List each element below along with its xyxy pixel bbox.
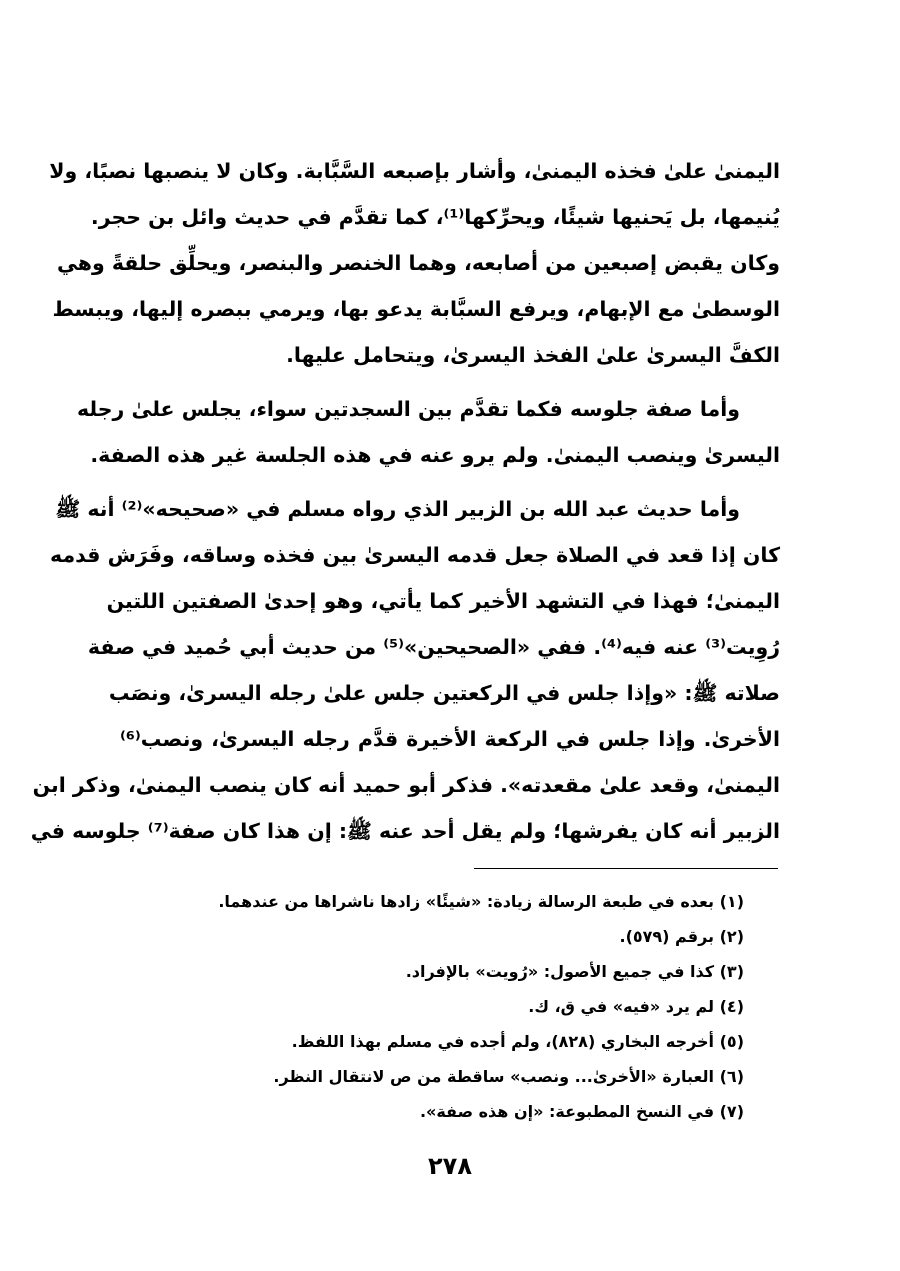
text-line: اليمنىٰ؛ فهذا في التشهد الأخير كما يأتي، وهو إحدىٰ الصفتين اللتين xyxy=(106,589,780,613)
text-line: الوسطىٰ مع الإبهام، ويرفع السبَّابة يدعو بها، ويرمي ببصره إليها، ويبسط xyxy=(52,297,780,321)
text-line: كان إذا قعد في الصلاة جعل قدمه اليسرىٰ بين فخذه وساقه، وفَرَش قدمه xyxy=(50,543,780,567)
paragraph-gap xyxy=(120,378,780,386)
footnote: (٥) أخرجه البخاري (٨٢٨)، ولم أجده في مسلم بهذا اللفظ. xyxy=(291,1032,744,1051)
text-line: وكان يقبض إصبعين من أصابعه، وهما الخنصر والبنصر، ويحلِّق حلقةً وهي xyxy=(56,251,780,275)
text-line: اليمنىٰ علىٰ فخذه اليمنىٰ، وأشار بإصبعه السَّبَّابة. وكان لا ينصبها نصبًا، ولا xyxy=(49,159,780,183)
text-line: الأخرىٰ. وإذا جلس في الركعة الأخيرة قدَّم رجله اليسرىٰ، ونصب⁽⁶⁾ xyxy=(120,727,780,751)
text-line: الكفَّ اليسرىٰ علىٰ الفخذ اليسرىٰ، ويتحامل عليها. xyxy=(286,343,780,367)
page-number: ٢٧٨ xyxy=(428,1152,472,1180)
text-line: وأما حديث عبد الله بن الزبير الذي رواه مسلم في «صحيحه»⁽²⁾ أنه ﷺ xyxy=(55,497,740,521)
footnote: (٤) لم يرد «فيه» في ق، ك. xyxy=(528,997,744,1016)
footnote-divider xyxy=(474,868,778,869)
footnote: (٦) العبارة «الأخرىٰ... ونصب» ساقطة من ص لانتقال النظر. xyxy=(273,1067,744,1086)
footnote: (٧) في النسخ المطبوعة: «إن هذه صفة». xyxy=(419,1102,744,1121)
text-line: اليسرىٰ وينصب اليمنىٰ. ولم يرو عنه في هذه الجلسة غير هذه الصفة. xyxy=(90,443,780,467)
footnote: (٢) برقم (٥٧٩). xyxy=(619,927,744,946)
text-line: اليمنىٰ، وقعد علىٰ مقعدته». فذكر أبو حميد أنه كان ينصب اليمنىٰ، وذكر ابن xyxy=(32,773,780,797)
text-line: رُوِيت⁽³⁾ عنه فيه⁽⁴⁾. ففي «الصحيحين»⁽⁵⁾ من حديث أبي حُميد في صفة xyxy=(87,635,780,659)
text-line: صلاته ﷺ: «وإذا جلس في الركعتين جلس علىٰ رجله اليسرىٰ، ونصَب xyxy=(108,681,780,705)
footnotes xyxy=(120,884,780,1129)
text-line: الزبير أنه كان يفرشها؛ ولم يقل أحد عنه ﷺ: إن هذا كان صفة⁽⁷⁾ جلوسه في xyxy=(30,819,780,843)
text-line: يُنيمها، بل يَحنيها شيئًا، ويحرِّكها⁽¹⁾، كما تقدَّم في حديث وائل بن حجر. xyxy=(90,205,780,229)
text-line: وأما صفة جلوسه فكما تقدَّم بين السجدتين سواء، يجلس علىٰ رجله xyxy=(76,397,740,421)
footnote: (١) بعده في طبعة الرسالة زيادة: «شيئًا» زادها ناشراها من عندهما. xyxy=(218,892,744,911)
footnote: (٣) كذا في جميع الأصول: «رُويت» بالإفراد. xyxy=(405,962,744,981)
paragraph-gap xyxy=(120,478,780,486)
main-text xyxy=(30,148,780,854)
